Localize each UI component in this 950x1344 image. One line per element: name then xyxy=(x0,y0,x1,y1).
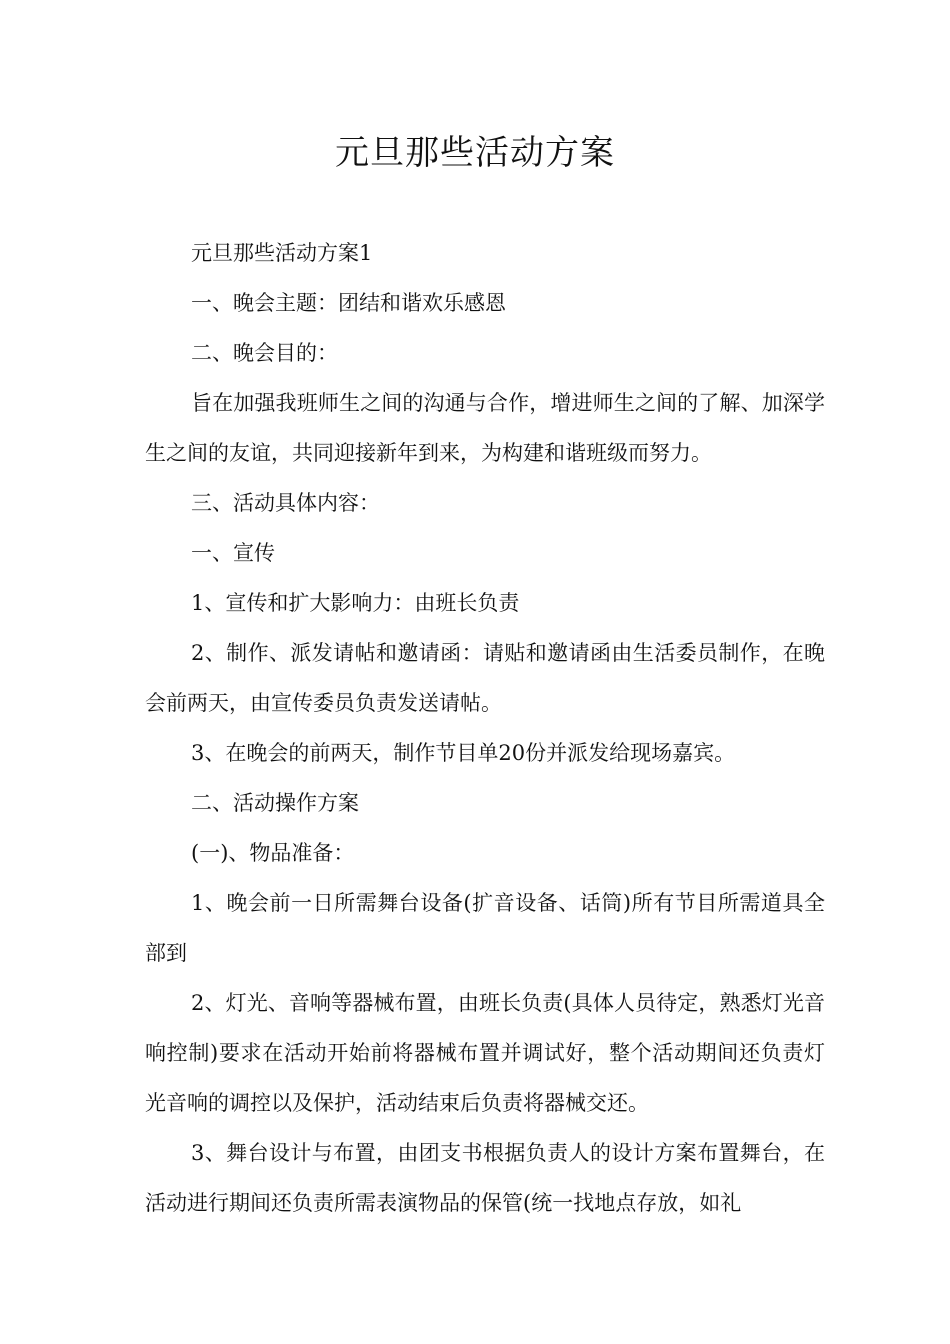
paragraph: 3、舞台设计与布置，由团支书根据负责人的设计方案布置舞台，在活动进行期间还负责所需表演物品的保管(统一找地点存放，如礼 xyxy=(145,1141,825,1215)
paragraph: 二、晚会目的： xyxy=(191,341,338,365)
paragraph: 二、活动操作方案 xyxy=(191,791,359,815)
paragraph: 三、活动具体内容： xyxy=(191,491,380,515)
document-body xyxy=(145,228,825,1228)
document-title: 元旦那些活动方案 xyxy=(335,133,615,173)
paragraph: 一、晚会主题：团结和谐欢乐感恩 xyxy=(191,291,506,315)
paragraph: 3、在晚会的前两天，制作节目单20份并派发给现场嘉宾。 xyxy=(191,741,736,765)
paragraph: (一)、物品准备： xyxy=(191,841,355,865)
paragraph: 元旦那些活动方案1 xyxy=(191,241,373,265)
paragraph: 旨在加强我班师生之间的沟通与合作，增进师生之间的了解、加深学生之间的友谊，共同迎接新年到来，为构建和谐班级而努力。 xyxy=(145,391,825,465)
paragraph: 1、晚会前一日所需舞台设备(扩音设备、话筒)所有节目所需道具全部到 xyxy=(145,891,825,965)
paragraph: 1、宣传和扩大影响力：由班长负责 xyxy=(191,591,520,615)
paragraph: 2、灯光、音响等器械布置，由班长负责(具体人员待定，熟悉灯光音响控制)要求在活动开始前将器械布置并调试好，整个活动期间还负责灯光音响的调控以及保护，活动结束后负责将器械交还。 xyxy=(145,991,825,1115)
paragraph: 2、制作、派发请帖和邀请函：请贴和邀请函由生活委员制作，在晚会前两天，由宣传委员负责发送请帖。 xyxy=(145,641,825,715)
paragraph: 一、宣传 xyxy=(191,541,275,565)
